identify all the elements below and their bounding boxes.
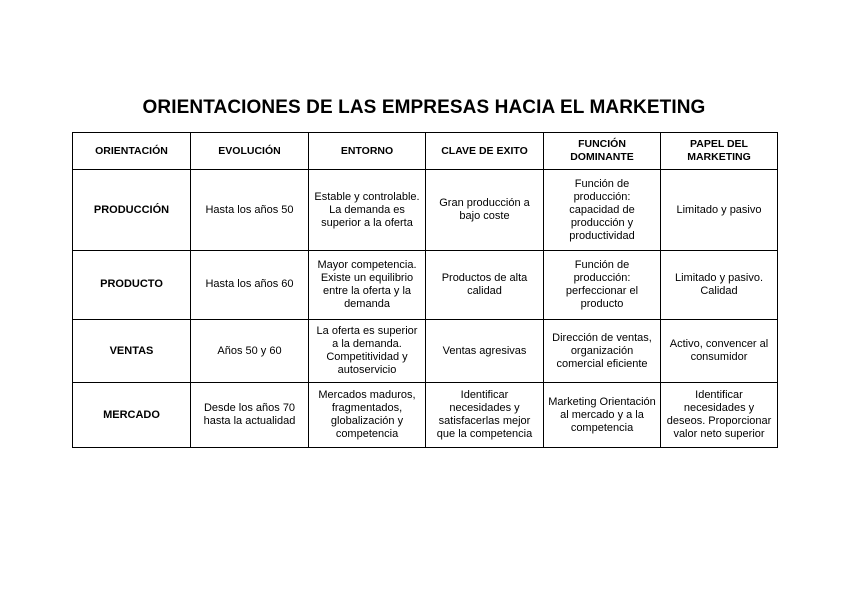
cell-clave-de-exito: Gran producción a bajo coste — [426, 170, 544, 251]
cell-entorno: La oferta es superior a la demanda. Competitividad y autoservicio — [309, 319, 426, 383]
cell-funcion-dominante: Función de producción: capacidad de producción y productividad — [544, 170, 661, 251]
header-funcion-dominante: FUNCIÓN DOMINANTE — [544, 133, 661, 170]
header-entorno: ENTORNO — [309, 133, 426, 170]
row-label-produccion: PRODUCCIÓN — [73, 170, 191, 251]
marketing-orientations-table — [72, 132, 778, 448]
cell-entorno: Estable y controlable. La demanda es superior a la oferta — [309, 170, 426, 251]
cell-evolucion: Desde los años 70 hasta la actualidad — [191, 383, 309, 448]
table-row — [73, 383, 778, 448]
cell-papel-del-marketing: Limitado y pasivo. Calidad — [661, 251, 778, 320]
cell-clave-de-exito: Productos de alta calidad — [426, 251, 544, 320]
cell-clave-de-exito: Ventas agresivas — [426, 319, 544, 383]
cell-evolucion: Hasta los años 60 — [191, 251, 309, 320]
cell-evolucion: Hasta los años 50 — [191, 170, 309, 251]
cell-papel-del-marketing: Identificar necesidades y deseos. Proporcionar valor neto superior — [661, 383, 778, 448]
cell-entorno: Mayor competencia. Existe un equilibrio entre la oferta y la demanda — [309, 251, 426, 320]
cell-funcion-dominante: Función de producción: perfeccionar el producto — [544, 251, 661, 320]
row-label-mercado: MERCADO — [73, 383, 191, 448]
header-papel-del-marketing: PAPEL DEL MARKETING — [661, 133, 778, 170]
header-clave-de-exito: CLAVE DE EXITO — [426, 133, 544, 170]
table-row — [73, 251, 778, 320]
cell-clave-de-exito: Identificar necesidades y satisfacerlas mejor que la competencia — [426, 383, 544, 448]
cell-papel-del-marketing: Activo, convencer al consumidor — [661, 319, 778, 383]
header-evolucion: EVOLUCIÓN — [191, 133, 309, 170]
cell-entorno: Mercados maduros, fragmentados, globalización y competencia — [309, 383, 426, 448]
cell-funcion-dominante: Dirección de ventas, organización comercial eficiente — [544, 319, 661, 383]
row-label-producto: PRODUCTO — [73, 251, 191, 320]
document-title: ORIENTACIONES DE LAS EMPRESAS HACIA EL MARKETING — [142, 97, 706, 118]
cell-evolucion: Años 50 y 60 — [191, 319, 309, 383]
cell-funcion-dominante: Marketing Orientación al mercado y a la competencia — [544, 383, 661, 448]
table-row — [73, 170, 778, 251]
header-orientacion: ORIENTACIÓN — [73, 133, 191, 170]
table-row — [73, 319, 778, 383]
table-header-row — [73, 133, 778, 170]
row-label-ventas: VENTAS — [73, 319, 191, 383]
cell-papel-del-marketing: Limitado y pasivo — [661, 170, 778, 251]
